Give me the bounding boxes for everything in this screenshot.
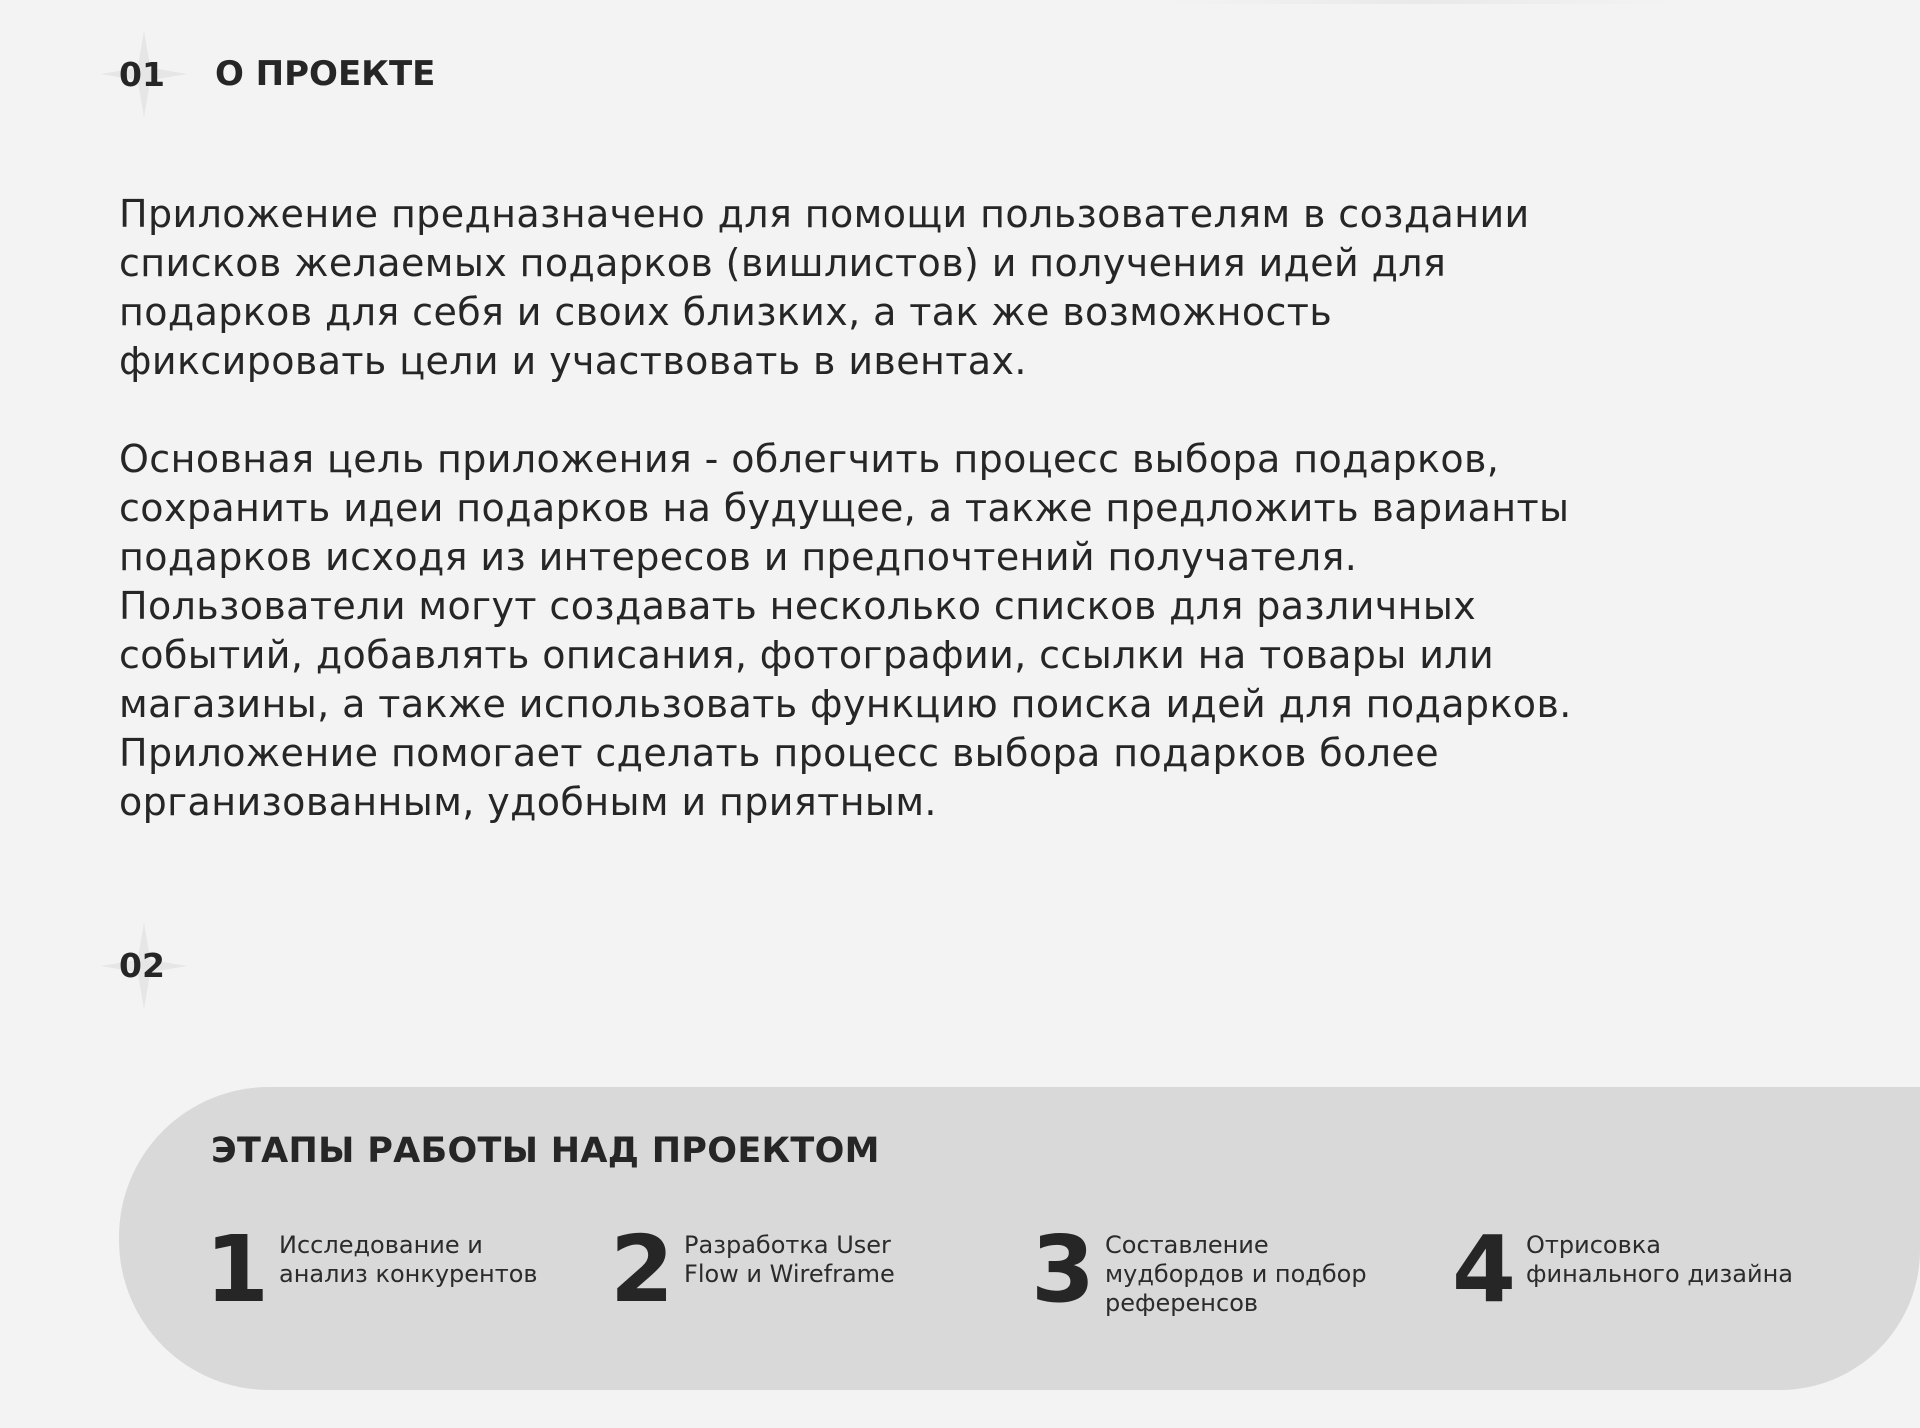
stage-item-3 <box>1031 1216 1395 1323</box>
stage-item-1 <box>205 1216 569 1323</box>
stage-description: Составление мудбордов и подбор референсов <box>1105 1231 1367 1317</box>
stage-number: 2 <box>610 1216 673 1323</box>
stage-number: 3 <box>1031 1216 1094 1323</box>
top-edge-decoration <box>1170 0 1670 4</box>
section-number: 01 <box>119 54 165 94</box>
stages-list <box>205 1216 1905 1349</box>
section-number: 02 <box>119 946 165 985</box>
stage-description: Отрисовка финального дизайна <box>1526 1231 1793 1288</box>
section-header-stages <box>119 946 165 985</box>
about-paragraph-1: Приложение предназначено для помощи пользователям в создании списков желаемых подарков (вишлистов) и получения идей для подарков для себя и своих близких, а так же возможность фиксировать цели и участвовать в ивентах. <box>119 192 1530 383</box>
stage-item-4 <box>1452 1216 1816 1323</box>
stage-number: 4 <box>1452 1216 1515 1323</box>
about-paragraph-2: Основная цель приложения - облегчить процесс выбора подарков, сохранить идеи подарков на будущее, а также предложить варианты подарков исходя из интересов и предпочтений получателя. Пользователи могут создавать несколько списков для различных событий, добавлять описания, фотографии, ссылки на товары или магазины, а также использовать функцию поиска идей для подарков. Приложение помогает сделать процесс выбора подарков более организованным, удобным и приятным. <box>119 437 1572 824</box>
stages-card <box>119 1087 1920 1390</box>
stage-description: Исследование и анализ конкурентов <box>279 1231 538 1288</box>
about-text-block <box>119 190 1619 827</box>
stage-description: Разработка User Flow и Wireframe <box>684 1231 895 1288</box>
stage-number: 1 <box>205 1216 268 1323</box>
stages-title: ЭТАПЫ РАБОТЫ НАД ПРОЕКТОМ <box>211 1131 880 1171</box>
section-header-about <box>119 54 435 94</box>
section-title: О ПРОЕКТЕ <box>214 54 436 94</box>
stage-item-2 <box>610 1216 974 1323</box>
